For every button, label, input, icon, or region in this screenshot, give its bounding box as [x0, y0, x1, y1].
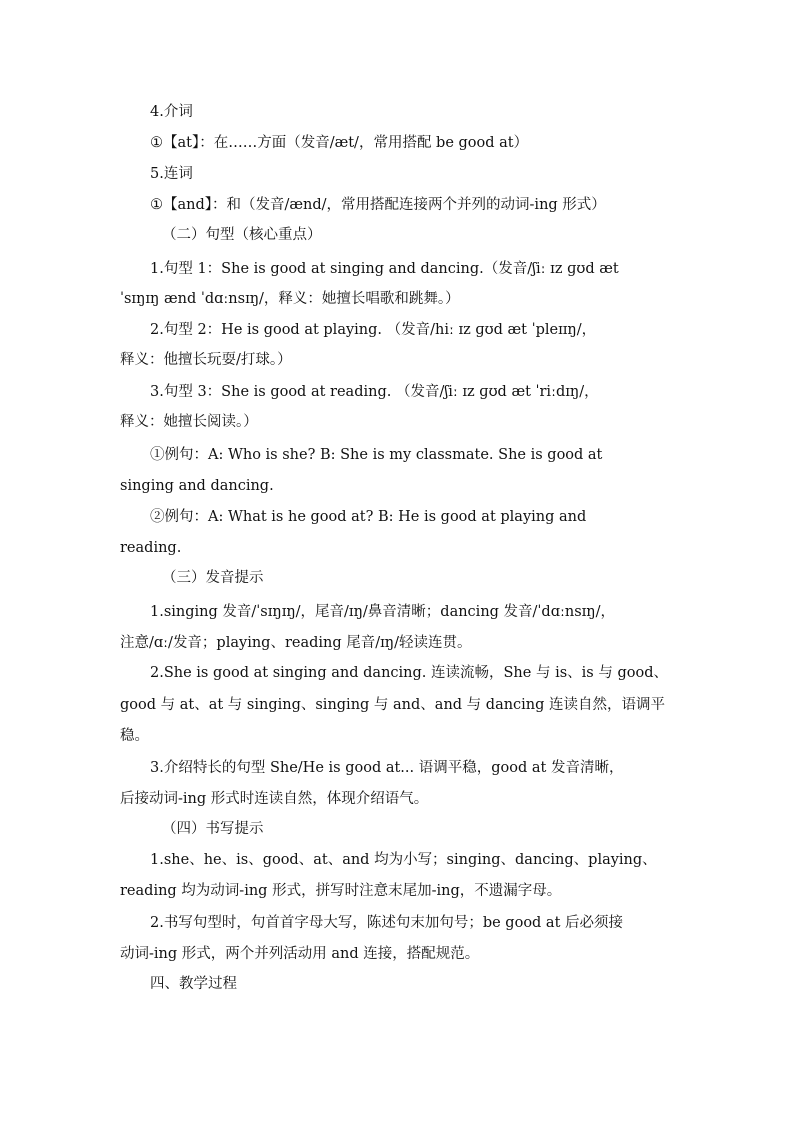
section-heading-teaching-process: 四、教学过程 [150, 976, 237, 992]
writing-tip-1-line-1: 1.she、he、is、good、at、and 均为小写；singing、dancing、playing、 [150, 852, 657, 868]
section-heading-writing: （四）书写提示 [162, 821, 264, 837]
vocab-item-at: ①【at】：在……方面（发音/æt/，常用搭配 be good at） [150, 135, 529, 151]
section-heading-pronunciation: （三）发音提示 [162, 570, 264, 586]
pattern-3-line-1: 3.句型 3：She is good at reading. （发音/ʃiː ɪz ɡʊd æt ˈriːdɪŋ/， [150, 384, 599, 400]
pronunciation-tip-2-line-2: good 与 at、at 与 singing、singing 与 and、and 与 dancing 连读自然，语调平 [120, 697, 666, 713]
example-1-line-2: singing and dancing. [120, 478, 274, 494]
pattern-3-line-2: 释义：她擅长阅读。） [120, 414, 258, 430]
example-1-line-1: ①例句：A: Who is she? B: She is my classmate. She is good at [150, 447, 603, 463]
heading-conjunctions: 5.连词 [150, 166, 193, 182]
pattern-2-line-2: 释义：他擅长玩耍/打球。） [120, 352, 292, 368]
pronunciation-tip-1-line-2: 注意/ɑː/发音；playing、reading 尾音/ɪŋ/轻读连贯。 [120, 635, 472, 651]
pronunciation-tip-2-line-1: 2.She is good at singing and dancing. 连读流畅，She 与 is、is 与 good、 [150, 665, 668, 681]
writing-tip-2-line-2: 动词-ing 形式，两个并列活动用 and 连接，搭配规范。 [120, 946, 480, 962]
pronunciation-tip-3-line-2: 后接动词-ing 形式时连读自然，体现介绍语气。 [120, 791, 429, 807]
section-heading-sentence-patterns: （二）句型（核心重点） [162, 227, 322, 243]
example-2-line-1: ②例句：A: What is he good at? B: He is good at playing and [150, 509, 587, 525]
heading-prepositions: 4.介词 [150, 104, 193, 120]
pronunciation-tip-2-line-3: 稳。 [120, 728, 149, 744]
example-2-line-2: reading. [120, 540, 182, 556]
vocab-item-and: ①【and】：和（发音/ænd/，常用搭配连接两个并列的动词-ing 形式） [150, 197, 606, 213]
pattern-2-line-1: 2.句型 2：He is good at playing. （发音/hiː ɪz ɡʊd æt ˈpleɪɪŋ/， [150, 322, 597, 338]
writing-tip-2-line-1: 2.书写句型时，句首首字母大写，陈述句末加句号；be good at 后必须接 [150, 915, 624, 931]
pronunciation-tip-3-line-1: 3.介绍特长的句型 She/He is good at... 语调平稳，good at 发音清晰， [150, 760, 624, 776]
pattern-1-line-2: ˈsɪŋɪŋ ænd ˈdɑːnsɪŋ/，释义：她擅长唱歌和跳舞。） [120, 291, 460, 307]
pronunciation-tip-1-line-1: 1.singing 发音/ˈsɪŋɪŋ/，尾音/ɪŋ/鼻音清晰；dancing 发音/ˈdɑːnsɪŋ/， [150, 604, 616, 620]
writing-tip-1-line-2: reading 均为动词-ing 形式，拼写时注意末尾加-ing，不遗漏字母。 [120, 883, 562, 899]
pattern-1-line-1: 1.句型 1：She is good at singing and dancing.（发音/ʃiː ɪz ɡʊd æt [150, 261, 619, 277]
